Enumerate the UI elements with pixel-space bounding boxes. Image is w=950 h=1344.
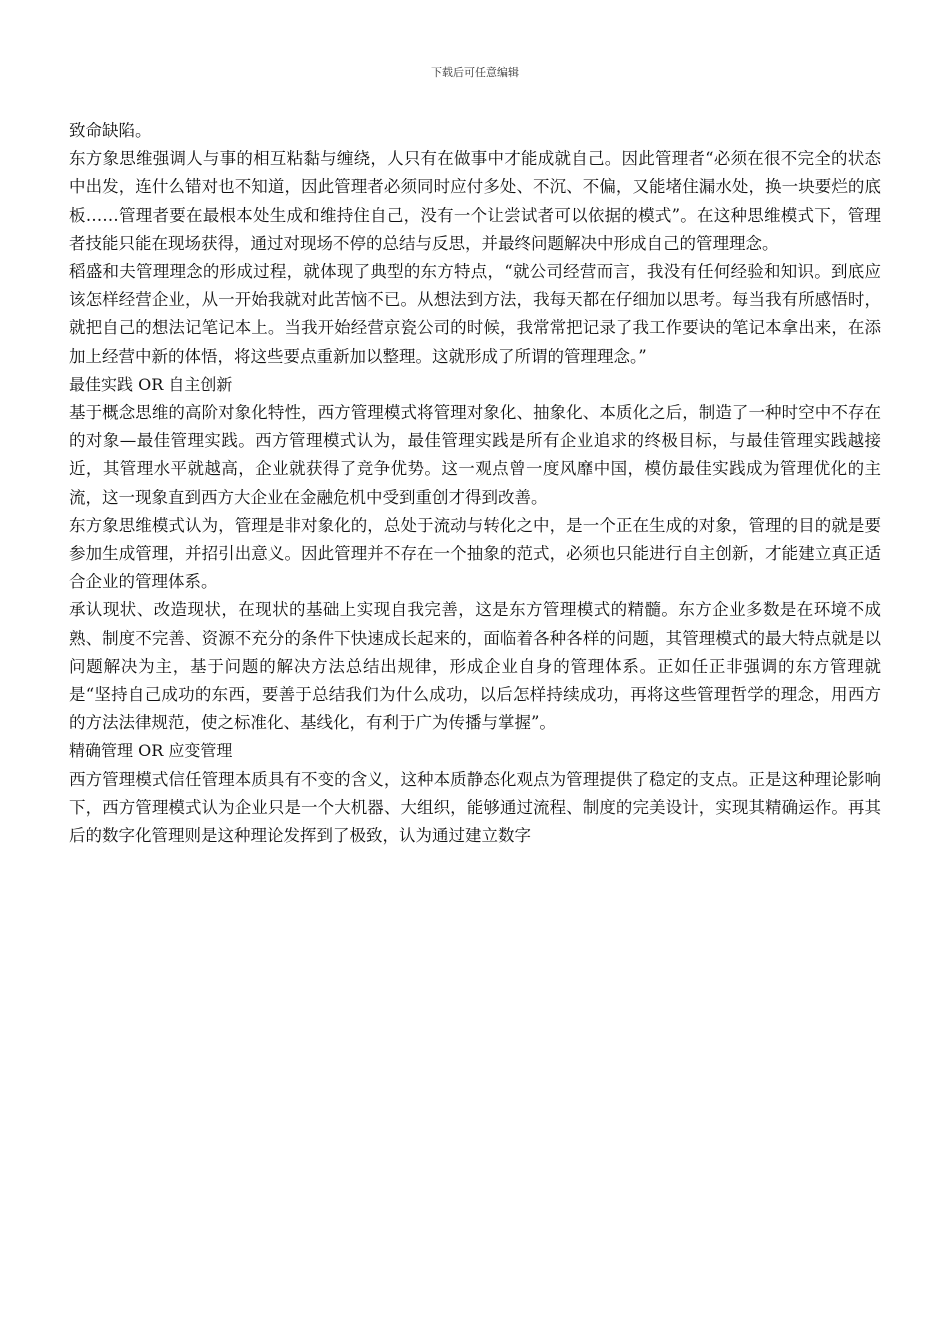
section-heading: 精确管理 OR 应变管理 [69, 741, 233, 761]
paragraph: 东方象思维模式认为，管理是非对象化的，总处于流动与转化之中，是一个正在生成的对象，管理的目的就是要参加生成管理，并招引出意义。因此管理并不存在一个抽象的范式，必须也只能进行自主创新，才能建立真正适合企业的管理体系。 [69, 515, 881, 592]
paragraph: 稻盛和夫管理理念的形成过程，就体现了典型的东方特点，“就公司经营而言，我没有任何经验和知识。到底应该怎样经营企业，从一开始我就对此苦恼不已。从想法到方法，我每天都在仔细加以思考。每当我有所感悟时，就把自己的想法记笔记本上。当我开始经营京瓷公司的时候，我常常把记录了我工作要诀的笔记本拿出来，在添加上经营中新的体悟，将这些要点重新加以整理。这就形成了所谓的管理理念。” [69, 262, 881, 366]
paragraph: 承认现状、改造现状，在现状的基础上实现自我完善，这是东方管理模式的精髓。东方企业多数是在环境不成熟、制度不完善、资源不充分的条件下快速成长起来的，面临着各种各样的问题，其管理模式的最大特点就是以问题解决为主，基于问题的解决方法总结出规律，形成企业自身的管理体系。正如任正非强调的东方管理就是“坚持自己成功的东西，要善于总结我们为什么成功，以后怎样持续成功，再将这些管理哲学的理念，用西方的方法法律规范，使之标准化、基线化，有利于广为传播与掌握”。 [69, 600, 881, 733]
paragraph: 致命缺陷。 [69, 121, 152, 140]
document-body [69, 117, 881, 850]
page-header: 下载后可任意编辑 [431, 66, 519, 79]
section-heading: 最佳实践 OR 自主创新 [69, 374, 233, 394]
paragraph: 西方管理模式信任管理本质具有不变的含义，这种本质静态化观点为管理提供了稳定的支点。正是这种理论影响下，西方管理模式认为企业只是一个大机器、大组织，能够通过流程、制度的完美设计，实现其精确运作。再其后的数字化管理则是这种理论发挥到了极致，认为通过建立数字 [69, 769, 881, 846]
paragraph: 东方象思维强调人与事的相互粘黏与缠绕，人只有在做事中才能成就自己。因此管理者“必须在很不完全的状态中出发，连什么错对也不知道，因此管理者必须同时应付多处、不沉、不偏，又能堵住漏水处，换一块要烂的底板……管理者要在最根本处生成和维持住自己，没有一个让尝试者可以依据的模式”。在这种思维模式下，管理者技能只能在现场获得，通过对现场不停的总结与反思，并最终问题解决中形成自己的管理理念。 [69, 149, 881, 253]
paragraph: 基于概念思维的高阶对象化特性，西方管理模式将管理对象化、抽象化、本质化之后，制造了一种时空中不存在的对象—最佳管理实践。西方管理模式认为，最佳管理实践是所有企业追求的终极目标，与最佳管理实践越接近，其管理水平就越高，企业就获得了竞争优势。这一观点曾一度风靡中国，模仿最佳实践成为管理优化的主流，这一现象直到西方大企业在金融危机中受到重创才得到改善。 [69, 403, 881, 507]
